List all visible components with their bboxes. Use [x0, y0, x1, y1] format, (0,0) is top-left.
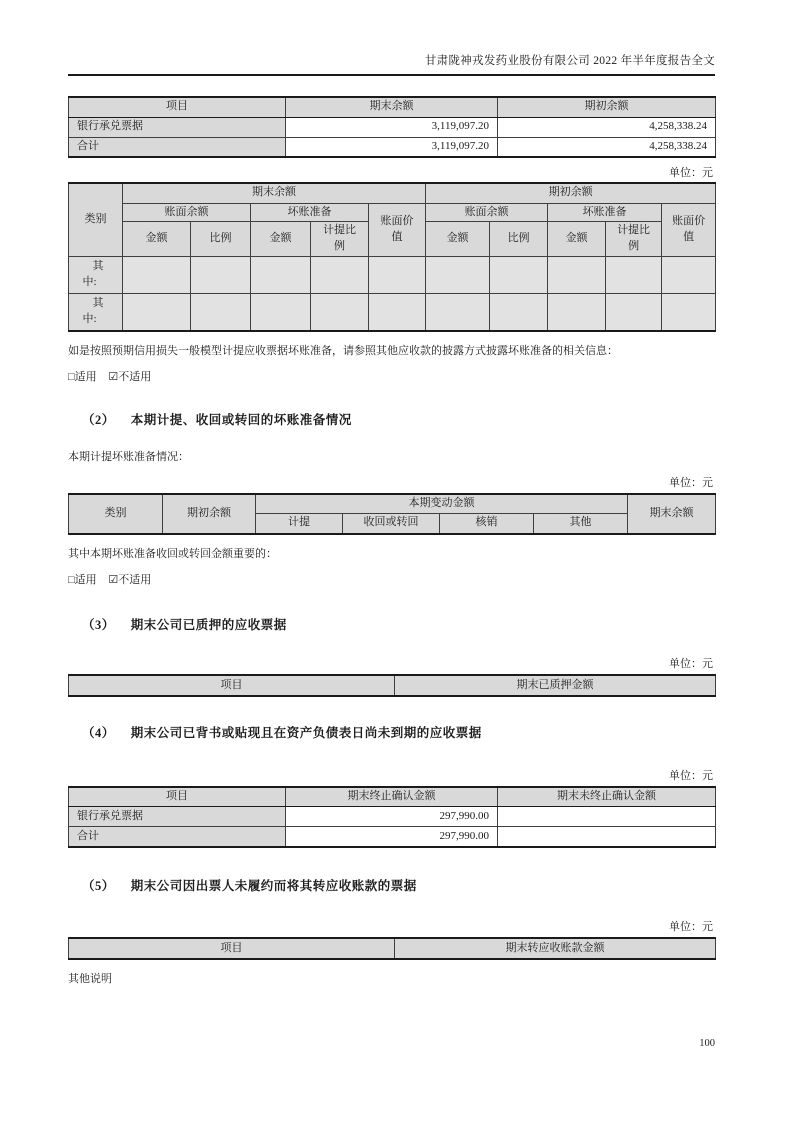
- transferred-bills-table: [68, 937, 716, 960]
- column-header-opening-balance: 期初余额: [163, 494, 256, 534]
- applicability-options: [68, 571, 715, 587]
- empty-cell: [498, 807, 716, 827]
- column-header-derecognized: 期末终止确认金额: [286, 787, 498, 807]
- column-header-accrual: 计提: [256, 514, 343, 534]
- column-header-ratio: 比例: [490, 222, 548, 257]
- table-row: [69, 137, 716, 157]
- table-row: [69, 807, 716, 827]
- column-header-amount: 金额: [251, 222, 311, 257]
- column-header-not-derecognized: 期末未终止确认金额: [498, 787, 716, 807]
- section-number: （5）: [82, 878, 115, 893]
- empty-cell: [191, 294, 251, 331]
- empty-cell: [123, 294, 191, 331]
- table-header-row: [69, 183, 716, 203]
- column-header-item: 项目: [69, 938, 395, 959]
- column-header-provision-ratio: 计提比例: [311, 222, 369, 257]
- unit-label: 单位：元: [669, 476, 713, 489]
- table-header-row: [69, 938, 716, 959]
- amount-cell: 4,258,338.24: [498, 137, 716, 157]
- table-row: [69, 827, 716, 847]
- column-header-opening-balance: 期初余额: [498, 97, 716, 117]
- doc-header-title: 甘肃陇神戎发药业股份有限公司 2022 年半年度报告全文: [68, 52, 715, 76]
- table-header-row: [69, 97, 716, 117]
- note-expected-credit-loss: 如是按照预期信用损失一般模型计提应收票据坏账准备，请参照其他应收款的披露方式披露坏账准备的相关信息：: [68, 344, 618, 357]
- provision-matrix-table: [68, 182, 716, 332]
- checkbox-not-applicable: ☑不适用: [108, 371, 152, 384]
- table-header-row: [69, 675, 716, 696]
- section-title: 本期计提、收回或转回的坏账准备情况: [130, 413, 352, 428]
- bills-receivable-table: [68, 96, 716, 158]
- column-header-book-value: 账面价值: [369, 203, 426, 257]
- empty-cell: [311, 257, 369, 294]
- group-header-opening: 期初余额: [426, 183, 716, 203]
- table-row: [69, 294, 716, 331]
- column-header-provision-ratio: 计提比例: [606, 222, 662, 257]
- column-header-ratio: 比例: [191, 222, 251, 257]
- column-header-category: 类别: [69, 494, 163, 534]
- endorsed-bills-table: [68, 786, 716, 848]
- empty-cell: [369, 294, 426, 331]
- page-number: 100: [699, 1038, 715, 1049]
- checkbox-applicable: □适用: [68, 371, 97, 384]
- column-header-amount: 金额: [123, 222, 191, 257]
- column-header-closing-balance: 期末余额: [286, 97, 498, 117]
- empty-cell: [490, 257, 548, 294]
- amount-cell: 4,258,338.24: [498, 117, 716, 137]
- amount-cell: 297,990.00: [286, 807, 498, 827]
- checkbox-applicable: □适用: [68, 573, 97, 586]
- note-recover-important: 其中本期坏账准备收回或转回金额重要的：: [68, 547, 277, 560]
- row-label-text: 其中:: [82, 297, 104, 326]
- row-label-text: 其中:: [82, 260, 104, 289]
- column-header-closing-balance: 期末余额: [628, 494, 716, 534]
- row-label: 合计: [69, 137, 286, 157]
- amount-cell: 3,119,097.20: [286, 117, 498, 137]
- empty-cell: [548, 257, 606, 294]
- empty-cell: [191, 257, 251, 294]
- empty-cell: [123, 257, 191, 294]
- column-header-item: 项目: [69, 675, 395, 696]
- table-row: [69, 257, 716, 294]
- note-current-provision: 本期计提坏账准备情况：: [68, 451, 189, 464]
- empty-cell: [251, 294, 311, 331]
- row-label: 银行承兑票据: [69, 117, 286, 137]
- column-header-recover-reverse: 收回或转回: [343, 514, 440, 534]
- applicability-options: [68, 368, 715, 384]
- section-heading-2: [68, 410, 715, 428]
- section-title: 期末公司已质押的应收票据: [130, 617, 287, 632]
- empty-cell: [548, 294, 606, 331]
- section-number: （4）: [82, 725, 115, 740]
- unit-label: 单位：元: [669, 657, 713, 670]
- column-header-write-off: 核销: [440, 514, 534, 534]
- column-header-book-value: 账面价值: [662, 203, 716, 257]
- column-header-category: 类别: [69, 183, 123, 257]
- section-heading-4: [68, 723, 715, 741]
- column-header-item: 项目: [69, 787, 286, 807]
- empty-cell: [311, 294, 369, 331]
- table-row: [69, 117, 716, 137]
- bad-debt-change-table: [68, 493, 716, 535]
- table-header-row: [69, 203, 716, 222]
- note-other: 其他说明: [68, 972, 112, 985]
- section-heading-5: [68, 876, 715, 894]
- table-header-row: [69, 787, 716, 807]
- unit-label: 单位：元: [669, 920, 713, 933]
- empty-cell: [251, 257, 311, 294]
- subgroup-header-bad-debt: 坏账准备: [548, 203, 662, 222]
- empty-cell: [498, 827, 716, 847]
- row-label: 银行承兑票据: [69, 807, 286, 827]
- column-header-item: 项目: [69, 97, 286, 117]
- unit-label: 单位：元: [669, 769, 713, 782]
- section-number: （2）: [82, 413, 115, 428]
- unit-label: 单位：元: [669, 167, 713, 179]
- empty-cell: [426, 294, 490, 331]
- empty-cell: [490, 294, 548, 331]
- column-header-amount: 金额: [548, 222, 606, 257]
- empty-cell: [369, 257, 426, 294]
- empty-cell: [426, 257, 490, 294]
- checkbox-not-applicable: ☑不适用: [108, 573, 152, 586]
- empty-cell: [606, 294, 662, 331]
- pledged-bills-table: [68, 674, 716, 697]
- subgroup-header-book-balance: 账面余额: [426, 203, 548, 222]
- section-title: 期末公司因出票人未履约而将其转应收账款的票据: [130, 878, 417, 893]
- table-header-row: [69, 494, 716, 514]
- section-number: （3）: [82, 617, 115, 632]
- subgroup-header-book-balance: 账面余额: [123, 203, 251, 222]
- subgroup-header-bad-debt: 坏账准备: [251, 203, 369, 222]
- empty-cell: [662, 294, 716, 331]
- group-header-current-change: 本期变动金额: [256, 494, 628, 514]
- empty-cell: [606, 257, 662, 294]
- row-label: [69, 257, 123, 294]
- column-header-pledged-amount: 期末已质押金额: [395, 675, 716, 696]
- empty-cell: [662, 257, 716, 294]
- section-heading-3: [68, 615, 715, 633]
- amount-cell: 297,990.00: [286, 827, 498, 847]
- row-label: 合计: [69, 827, 286, 847]
- row-label: [69, 294, 123, 331]
- column-header-amount: 金额: [426, 222, 490, 257]
- amount-cell: 3,119,097.20: [286, 137, 498, 157]
- column-header-transferred-amount: 期末转应收账款金额: [395, 938, 716, 959]
- column-header-other: 其他: [534, 514, 628, 534]
- section-title: 期末公司已背书或贴现且在资产负债表日尚未到期的应收票据: [130, 725, 482, 740]
- group-header-closing: 期末余额: [123, 183, 426, 203]
